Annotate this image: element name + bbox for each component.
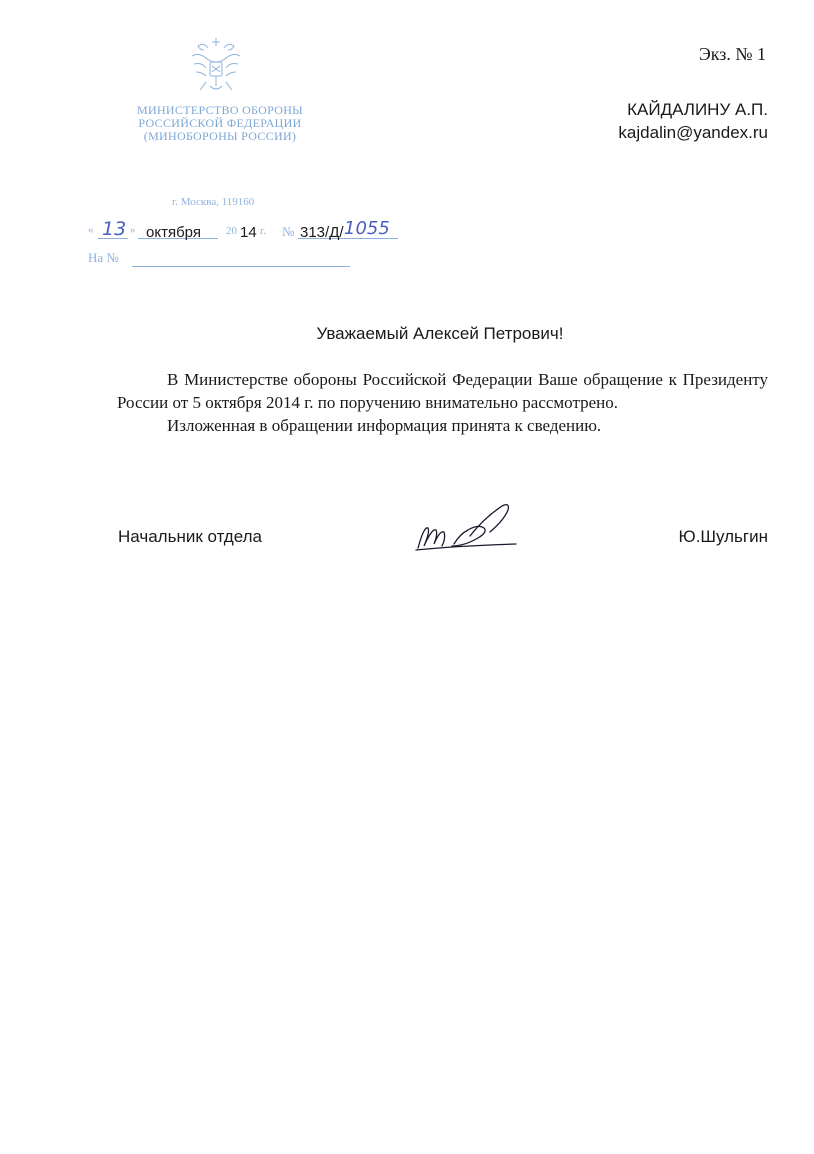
addressee-block	[618, 98, 768, 144]
addressee-email: kajdalin@yandex.ru	[618, 123, 768, 142]
registration-line	[88, 220, 408, 240]
addressee-name: КАЙДАЛИНУ А.П.	[627, 100, 768, 119]
date-month: октября	[146, 224, 201, 241]
year-suffix: 14	[240, 224, 257, 241]
year-prefix: 20	[226, 225, 237, 237]
handwritten-signature-icon	[410, 500, 530, 560]
copy-number: Экз. № 1	[698, 44, 766, 64]
number-prefix: 313/Д/	[300, 224, 344, 241]
year-unit: г.	[260, 225, 267, 237]
double-headed-eagle-icon	[188, 36, 244, 98]
number-sign: №	[282, 224, 295, 239]
city-line: г. Москва, 119160	[172, 196, 255, 208]
ministry-line: (МИНОБОРОНЫ РОССИИ)	[143, 129, 297, 143]
date-day: 13	[102, 218, 127, 240]
reply-label: На №	[88, 250, 119, 265]
reply-to-line	[88, 248, 358, 268]
signatory-name: Ю.Шульгин	[678, 527, 768, 546]
quote-open: «	[88, 224, 94, 236]
greeting: Уважаемый Алексей Петрович!	[316, 324, 564, 343]
body-paragraph: В Министерстве обороны Российской Федерации Ваше обращение к Президенту России от 5 октября 2014 г. по поручению внимательно рассмотрено.	[117, 370, 768, 412]
letter-body	[117, 368, 768, 437]
number-handwritten: 1055	[344, 218, 390, 239]
ministry-letterhead	[120, 104, 320, 143]
quote-close: »	[130, 224, 136, 236]
signatory-title: Начальник отдела	[118, 527, 262, 546]
ministry-line: РОССИЙСКОЙ ФЕДЕРАЦИИ	[138, 116, 302, 130]
body-paragraph: Изложенная в обращении информация принята к сведению.	[167, 416, 602, 435]
ministry-line: МИНИСТЕРСТВО ОБОРОНЫ	[137, 103, 303, 117]
